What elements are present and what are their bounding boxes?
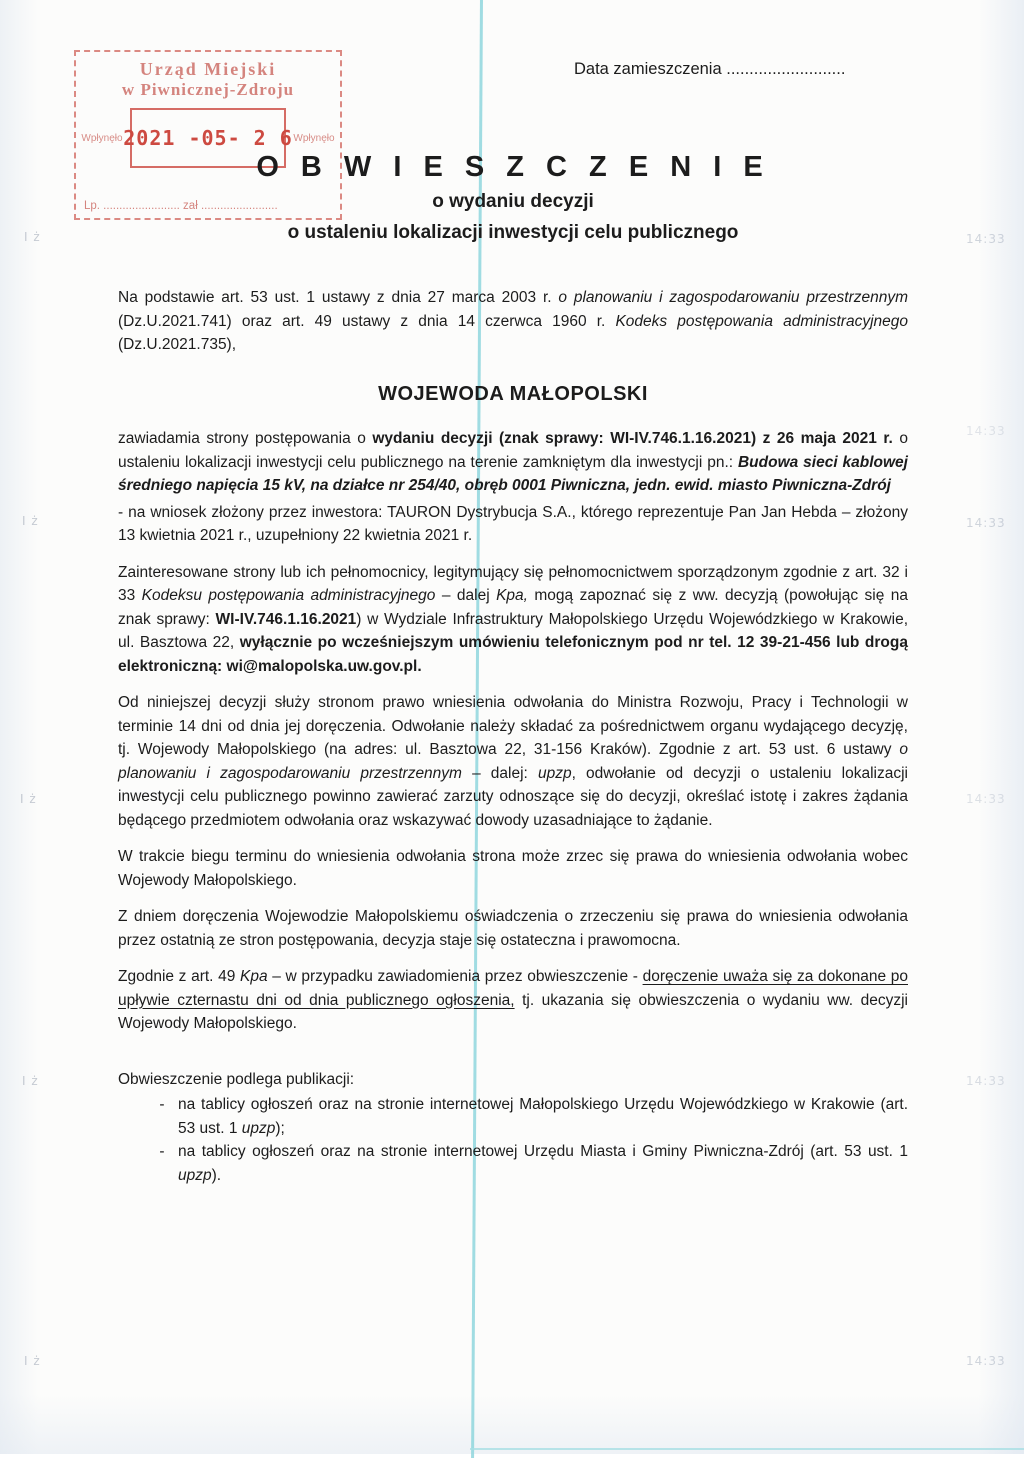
list-dash: - — [159, 1096, 165, 1113]
list-dash: - — [159, 1143, 165, 1160]
document-title: O B W I E S Z C Z E N I E — [256, 151, 770, 183]
posting-date-line: Data zamieszczenia .......................... — [574, 60, 846, 78]
scan-mark-right: 14:33 — [966, 1074, 1006, 1088]
publication-list — [118, 1093, 908, 1187]
scan-mark-left: I ż — [22, 514, 39, 528]
paragraph-appeal: Od niniejszej decyzji służy stronom prawo wniesienia odwołania do Ministra Rozwoju, Pracy i Technologii w terminie 14 dni od dnia jej doręczenia. Odwołanie należy składać za pośrednictwem organu wydającego decyzję, tj. Wojewody Małopolskiego (na adres: ul. Basztowa 22, 31-156 Kraków). Zgodnie z art. 53 ust. 6 ustawy o planowaniu i zagospodarowaniu przestrzennym – dalej: upzp, odwołanie od decyzji o ustaleniu lokalizacji inwestycji celu publicznego powinno zawierać zarzuty odnoszące się do decyzji, określać istotę i zakres żądania będącego przedmiotem odwołania oraz wskazywać dowody uzasadniające to żądanie. — [118, 694, 908, 829]
publication-item-text: na tablicy ogłoszeń oraz na stronie internetowej Małopolskiego Urzędu Wojewódzkiego w Krakowie (art. 53 ust. 1 upzp); — [178, 1096, 908, 1137]
paragraph-delivery: Zgodnie z art. 49 Kpa – w przypadku zawiadomienia przez obwieszczenie - doręczenie uważa się za dokonane po upływie czternastu dni od dnia publicznego ogłoszenia, tj. ukazania się obwieszczenia o wydaniu ww. decyzji Wojewody Małopolskiego. — [118, 968, 908, 1032]
scan-artifact-bottom-line — [470, 1448, 1024, 1450]
scan-mark-left: I ż — [24, 230, 41, 244]
document-subtitle-1: o wydaniu decyzji — [432, 191, 594, 212]
scan-mark-left: I ż — [22, 1074, 39, 1088]
stamp-received-label-left: Wpłynęło — [81, 132, 123, 144]
authority-heading: WOJEWODA MAŁOPOLSKI — [378, 382, 648, 405]
publication-item — [118, 1140, 908, 1187]
document-title-block — [118, 150, 908, 244]
stamp-received-date: 2021 -05- 2 6 — [123, 126, 293, 150]
scan-mark-left: I ż — [24, 1354, 41, 1368]
publication-item — [118, 1093, 908, 1140]
document-body — [118, 286, 908, 1187]
document-subtitle-2: o ustaleniu lokalizacji inwestycji celu publicznego — [287, 222, 739, 243]
scan-mark-right: 14:33 — [966, 1354, 1006, 1368]
publication-intro: Obwieszczenie podlega publikacji: — [118, 1070, 355, 1088]
paragraph-waiver: W trakcie biegu terminu do wniesienia odwołania strona może zrzec się prawa do wniesienia odwołania wobec Wojewody Małopolskiego. — [118, 848, 908, 889]
stamp-office-name-line2: w Piwnicznej-Zdroju — [121, 80, 295, 99]
publication-item-text: na tablicy ogłoszeń oraz na stronie internetowej Urzędu Miasta i Gminy Piwniczna-Zdrój (art. 53 ust. 1 upzp). — [178, 1143, 908, 1184]
publication-section — [118, 1068, 908, 1188]
scan-mark-right: 14:33 — [966, 424, 1006, 438]
paragraph-parties: Zainteresowane strony lub ich pełnomocnicy, legitymujący się pełnomocnictwem sporządzonym zgodnie z art. 32 i 33 Kodeksu postępowania administracyjnego – dalej Kpa, mogą zapoznać się z ww. decyzją (powołując się na znak sprawy: WI-IV.746.1.16.2021) w Wydziale Infrastruktury Małopolskiego Urzędu Wojewódzkiego w Krakowie, ul. Basztowa 22, wyłącznie po wcześniejszym umówieniu telefonicznym pod nr tel. 12 39-21-456 lub drogą elektroniczną: wi@malopolska.uw.gov.pl. — [118, 563, 908, 675]
stamp-office-name-line1: Urząd Miejski — [139, 59, 277, 79]
scan-mark-right: 14:33 — [966, 516, 1006, 530]
paragraph-request: - na wniosek złożony przez inwestora: TAURON Dystrybucja S.A., którego reprezentuje Pan Jan Hebda – złożony 13 kwietnia 2021 r., uzupełniony 22 kwietnia 2021 r. — [118, 503, 908, 544]
paragraph-legal-basis: Na podstawie art. 53 ust. 1 ustawy z dnia 27 marca 2003 r. o planowaniu i zagospodarowaniu przestrzennym (Dz.U.2021.741) oraz art. 49 ustawy z dnia 14 czerwca 1960 r. Kodeks postępowania administracyjnego (Dz.U.2021.735), — [118, 289, 908, 353]
scan-mark-left: I ż — [20, 792, 37, 806]
paragraph-final-decision: Z dniem doręczenia Wojewodzie Małopolskiemu oświadczenia o zrzeczeniu się prawa do wniesienia odwołania przez ostatnią ze stron postępowania, decyzja staje się ostateczna i prawomocna. — [118, 908, 908, 949]
scan-mark-right: 14:33 — [966, 232, 1006, 246]
stamp-received-label-right: Wpłynęło — [293, 132, 335, 144]
scan-mark-right: 14:33 — [966, 792, 1006, 806]
stamp-lp-line: Lp. ........................ zał ........................ — [84, 200, 278, 212]
paragraph-notice: zawiadamia strony postępowania o wydaniu decyzji (znak sprawy: WI-IV.746.1.16.2021) z 26 maja 2021 r. o ustaleniu lokalizacji inwestycji celu publicznego na terenie zamkniętym dla inwestycji pn.: Budowa sieci kablowej średniego napięcia 15 kV, na działce nr 254/40, obręb 0001 Piwniczna, jedn. ewid. miasto Piwniczna-Zdrój — [118, 430, 908, 494]
